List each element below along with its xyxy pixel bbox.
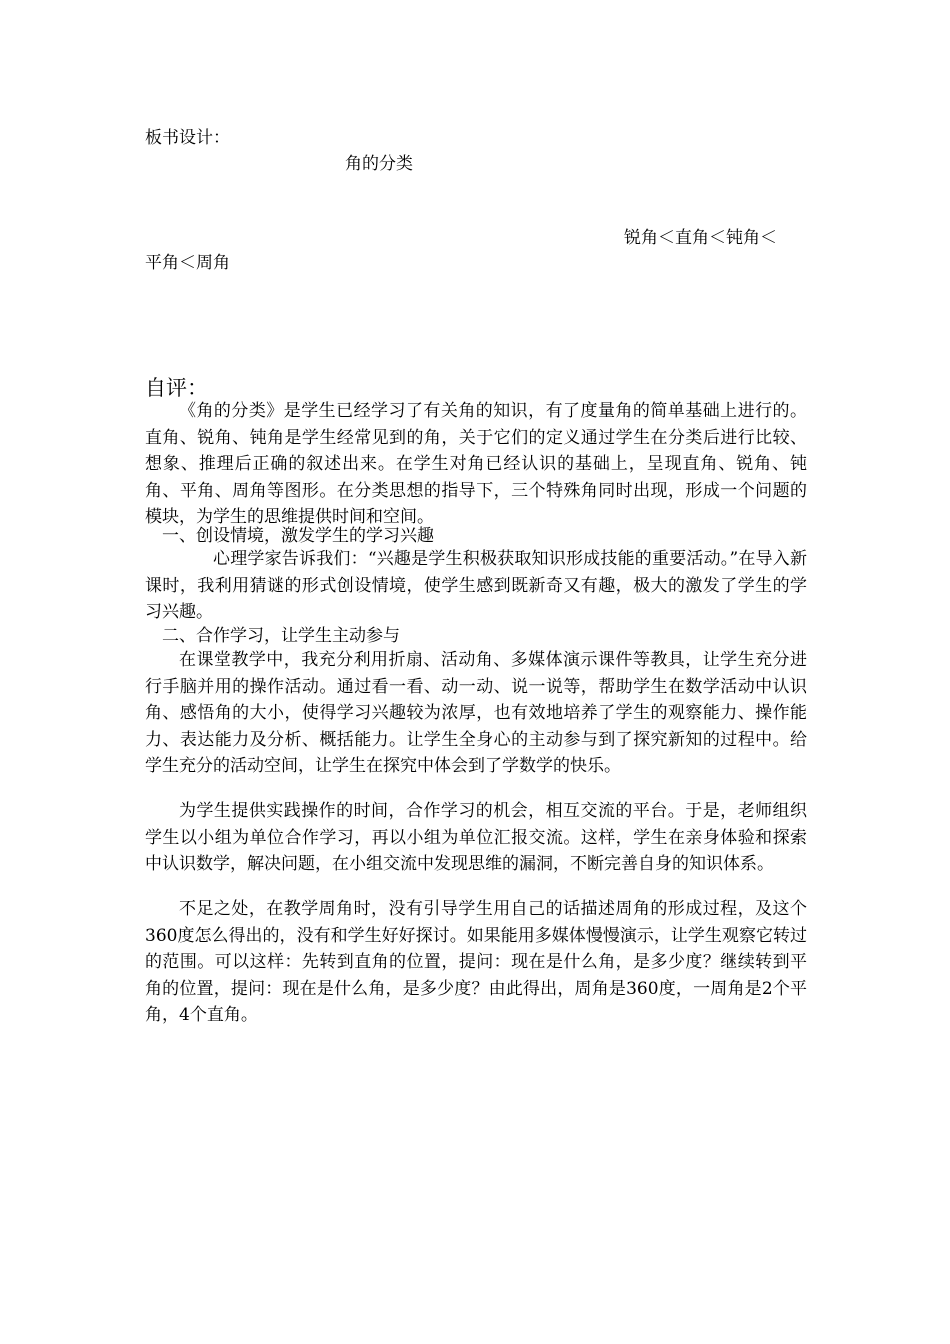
- intro-paragraph: 《角的分类》是学生已经学习了有关角的知识，有了度量角的简单基础上进行的。直角、锐角、钝角是学生经常见到的角，关于它们的定义通过学生在分类后进行比较、想象、推理后正确的叙述出来。在学生对角已经认识的基础上，呈现直角、锐角、钝角、平角、周角等图形。在分类思想的指导下，三个特殊角同时出现，形成一个问题的模块，为学生的思维提供时间和空间。: [145, 401, 807, 527]
- board-topic-title: 角的分类: [345, 154, 413, 174]
- section-3-paragraph: 不足之处，在教学周角时，没有引导学生用自己的话描述周角的形成过程，及这个360度怎么得出的，没有和学生好好探讨。如果能用多媒体慢慢演示，让学生观察它转过的范围。可以这样：先转到直角的位置，提问：现在是什么角，是多少度？继续转到平角的位置，提问：现在是什么角，是多少度？由此得出，周角是360度，一周角是2个平角，4个直角。: [145, 899, 807, 1025]
- board-design-label: 板书设计：: [145, 128, 230, 148]
- section-1-paragraph: 心理学家告诉我们：“兴趣是学生积极获取知识形成技能的重要活动。”在导入新课时，我利用猜谜的形式创设情境，使学生感到既新奇又有趣，极大的激发了学生的学习兴趣。: [145, 549, 807, 622]
- section-2-title: 二、合作学习，让学生主动参与: [162, 626, 400, 646]
- section-1-title: 一、创设情境，激发学生的学习兴趣: [162, 526, 434, 546]
- angle-order-line-1: 锐角＜直角＜钝角＜: [624, 228, 777, 248]
- angle-order-line-2: 平角＜周角: [145, 253, 230, 273]
- section-2-paragraph-2: 为学生提供实践操作的时间，合作学习的机会，相互交流的平台。于是，老师组织学生以小组为单位合作学习，再以小组为单位汇报交流。这样，学生在亲身体验和探索中认识数学，解决问题，在小组交流中发现思维的漏洞，不断完善自身的知识体系。: [145, 801, 807, 874]
- section-2-paragraph-1: 在课堂教学中，我充分利用折扇、活动角、多媒体演示课件等教具，让学生充分进行手脑并用的操作活动。通过看一看、动一动、说一说等，帮助学生在数学活动中认识角、感悟角的大小，使得学习兴趣较为浓厚，也有效地培养了学生的观察能力、操作能力、表达能力及分析、概括能力。让学生全身心的主动参与到了探究新知的过程中。给学生充分的活动空间，让学生在探究中体会到了学数学的快乐。: [145, 650, 807, 776]
- self-evaluation-heading: 自评：: [145, 376, 208, 400]
